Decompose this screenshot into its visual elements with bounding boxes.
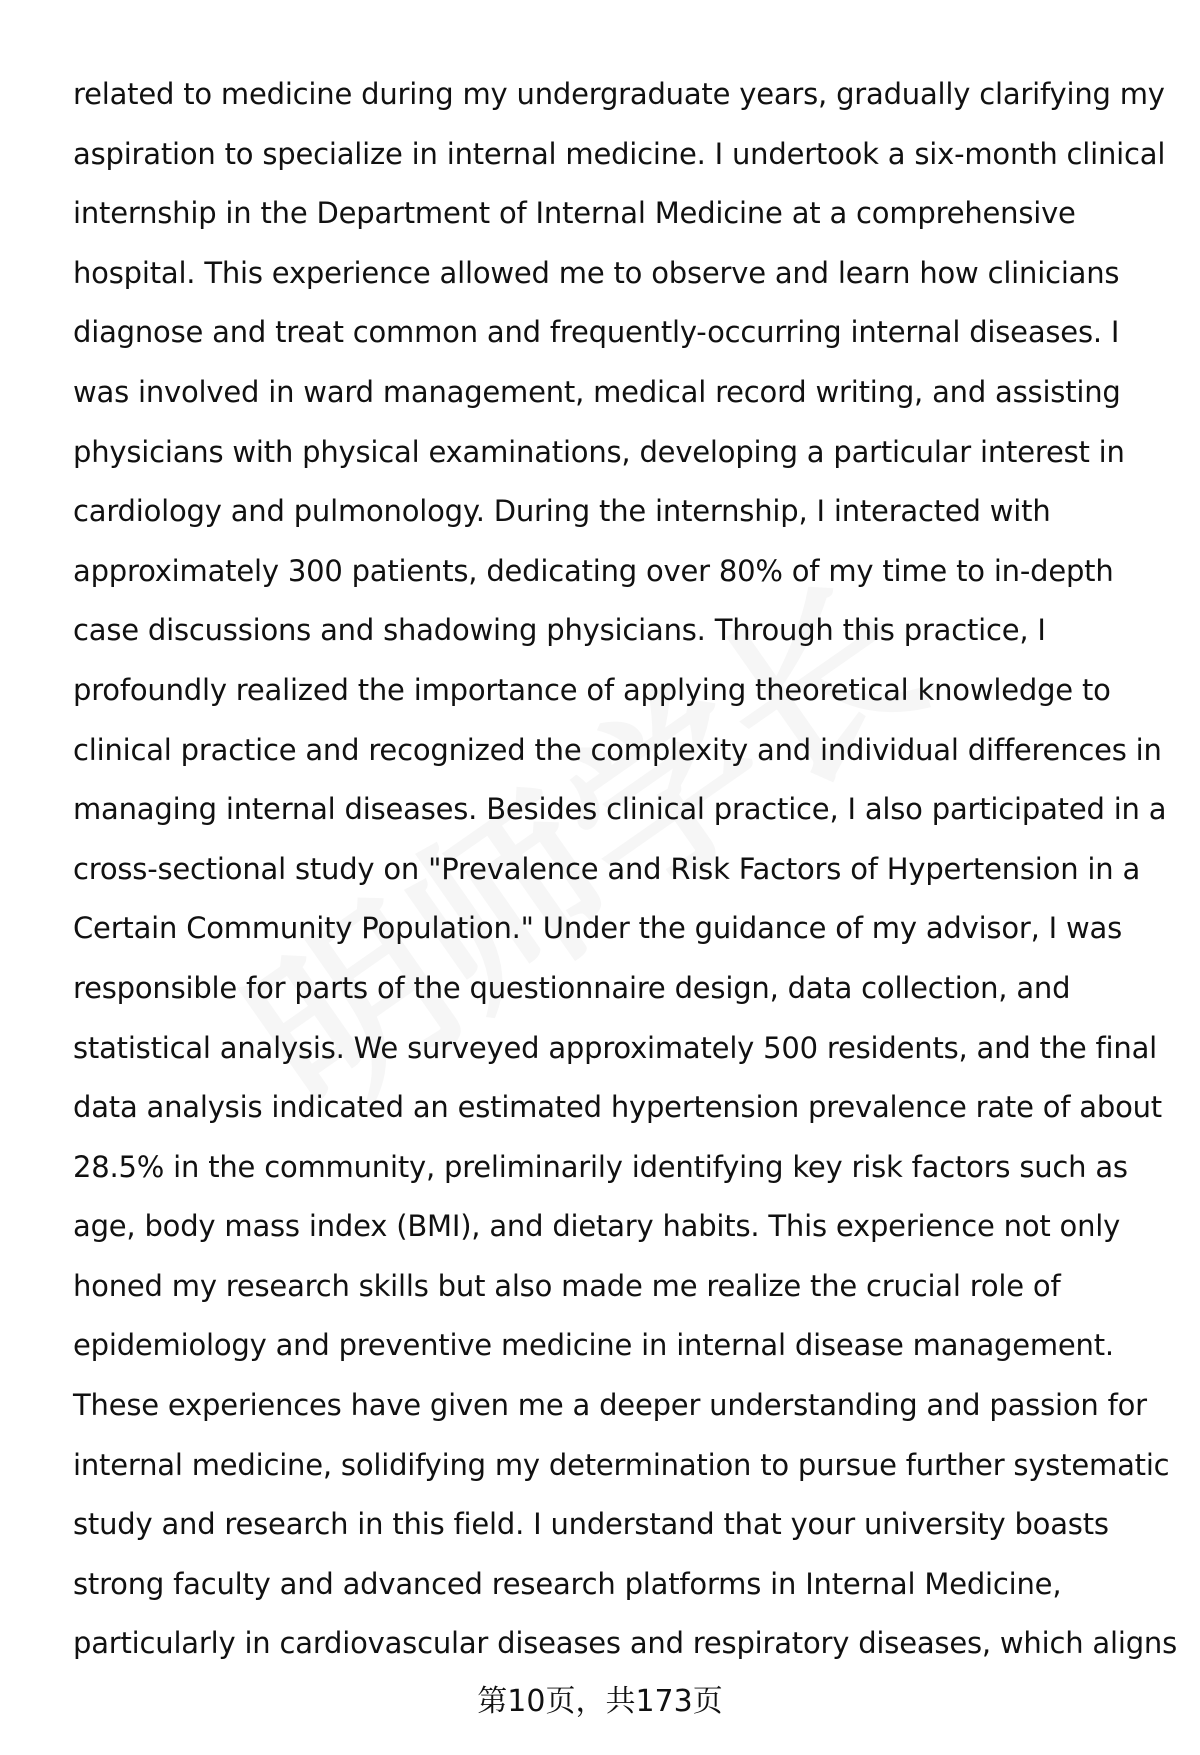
text-line: internship in the Department of Internal Medicine at a comprehensive <box>73 196 1076 231</box>
text-line: epidemiology and preventive medicine in internal disease management. <box>73 1328 1114 1363</box>
text-line: data analysis indicated an estimated hypertension prevalence rate of about <box>73 1090 1162 1125</box>
text-line: honed my research skills but also made me realize the crucial role of <box>73 1268 1061 1303</box>
text-line: clinical practice and recognized the complexity and individual differences in <box>73 732 1162 767</box>
text-line: approximately 300 patients, dedicating over 80% of my time to in-depth <box>73 553 1114 588</box>
text-line: cross-sectional study on "Prevalence and Risk Factors of Hypertension in a <box>73 851 1141 886</box>
text-line: cardiology and pulmonology. During the internship, I interacted with <box>73 494 1051 529</box>
document-body <box>73 70 1177 1679</box>
text-line: Certain Community Population." Under the guidance of my advisor, I was <box>73 911 1123 946</box>
text-line: aspiration to specialize in internal medicine. I undertook a six-month clinical <box>73 136 1166 171</box>
text-line: internal medicine, solidifying my determination to pursue further systematic <box>73 1447 1170 1482</box>
text-line: was involved in ward management, medical record writing, and assisting <box>73 374 1121 409</box>
text-line: profoundly realized the importance of applying theoretical knowledge to <box>73 672 1111 707</box>
text-line: 28.5% in the community, preliminarily identifying key risk factors such as <box>73 1149 1128 1184</box>
text-line: These experiences have given me a deeper understanding and passion for <box>73 1388 1147 1423</box>
text-line: strong faculty and advanced research platforms in Internal Medicine, <box>73 1566 1062 1601</box>
text-line: responsible for parts of the questionnaire design, data collection, and <box>73 970 1071 1005</box>
text-line: age, body mass index (BMI), and dietary habits. This experience not only <box>73 1209 1121 1244</box>
text-line: particularly in cardiovascular diseases and respiratory diseases, which aligns <box>73 1626 1177 1661</box>
text-line: statistical analysis. We surveyed approximately 500 residents, and the final <box>73 1030 1158 1065</box>
text-line: study and research in this field. I understand that your university boasts <box>73 1507 1109 1542</box>
text-line: diagnose and treat common and frequently-occurring internal diseases. I <box>73 315 1120 350</box>
text-line: related to medicine during my undergraduate years, gradually clarifying my <box>73 77 1165 111</box>
text-line: case discussions and shadowing physicians. Through this practice, I <box>73 613 1046 648</box>
text-line: managing internal diseases. Besides clinical practice, I also participated in a <box>73 792 1167 827</box>
page-number: 第10页，共173页 <box>477 1684 723 1719</box>
text-line: hospital. This experience allowed me to observe and learn how clinicians <box>73 255 1120 290</box>
text-line: physicians with physical examinations, developing a particular interest in <box>73 434 1125 469</box>
